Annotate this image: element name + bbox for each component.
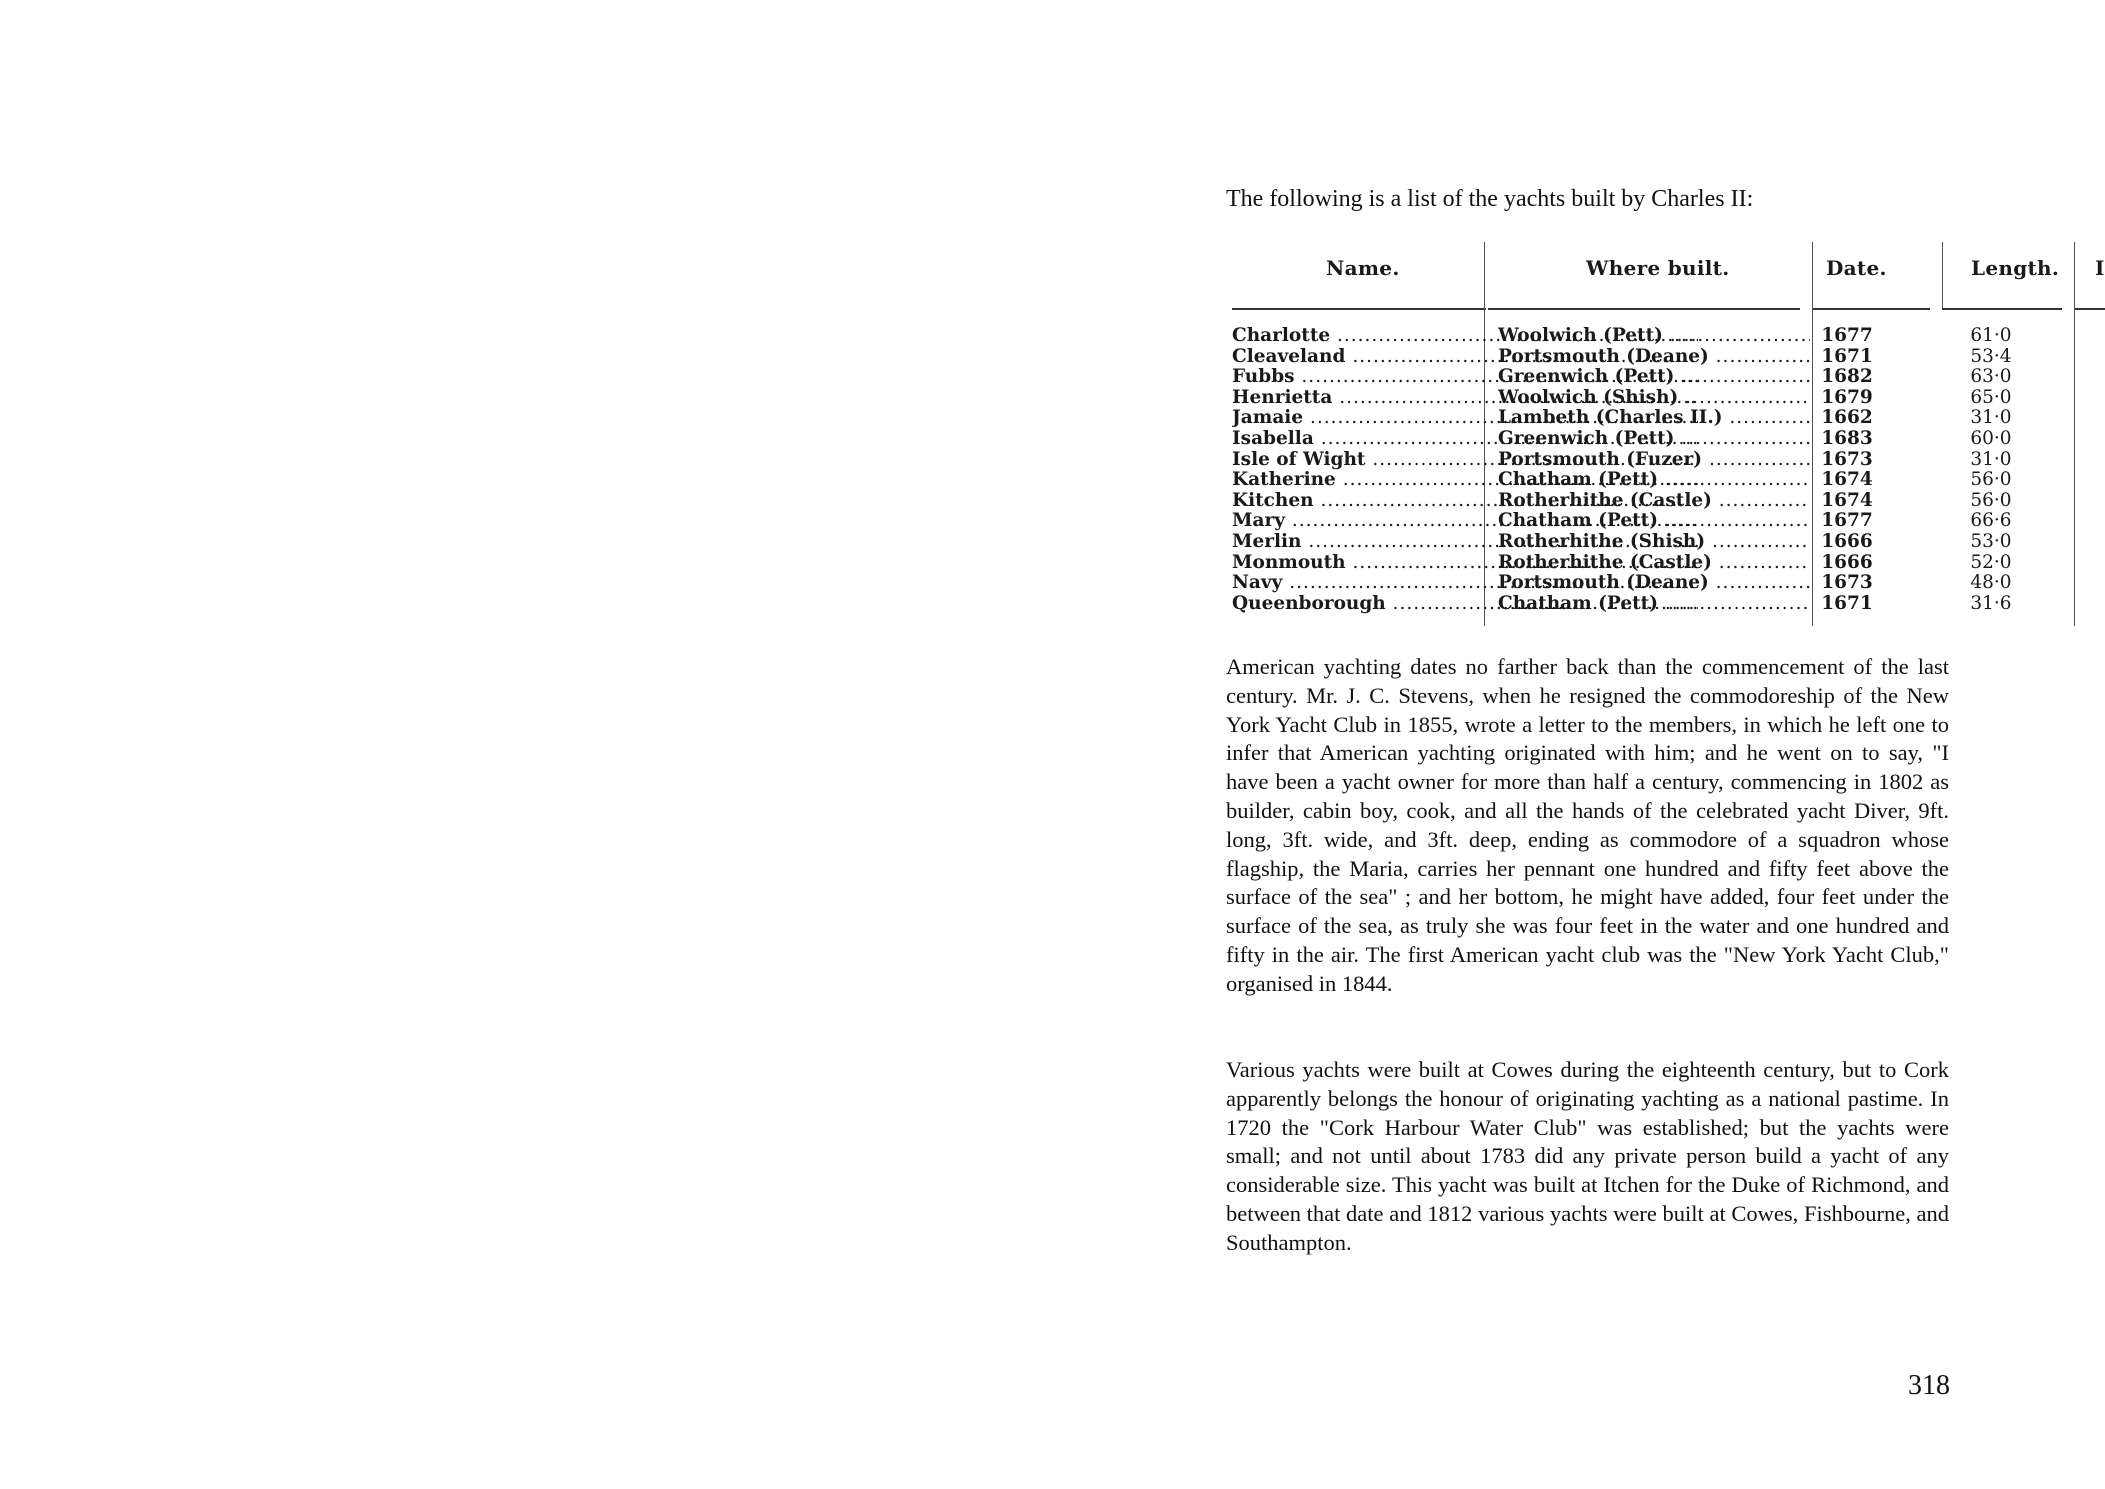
build-date-cell — [1809, 388, 1885, 409]
build-date: 1682 — [1821, 367, 1873, 388]
page-number: 318 — [1908, 1370, 1950, 1401]
where-built-cell — [1498, 450, 1810, 471]
yacht-length-cell — [1956, 553, 2026, 574]
table-row — [1226, 326, 2105, 347]
yacht-length: 63·0 — [1970, 367, 2012, 388]
build-date-cell — [1809, 470, 1885, 491]
build-date: 1671 — [1821, 346, 1873, 367]
where-built: Greenwich (Pett) ..... — [1498, 367, 1810, 387]
yacht-name: Kitchen ..... — [1232, 491, 1698, 511]
yacht-length-cell — [1956, 408, 2026, 429]
yacht-name: Katherine ..... — [1232, 470, 1698, 490]
header-where-built: Where built. — [1586, 256, 1730, 280]
yacht-length: 52·0 — [1970, 552, 2012, 573]
header-partial-column: I — [2095, 256, 2105, 280]
where-built-cell — [1498, 326, 1810, 347]
yacht-length: 60·0 — [1970, 428, 2012, 449]
yacht-name: Isle of Wight ..... — [1232, 450, 1698, 470]
header-rule-partial — [2074, 308, 2105, 310]
build-date: 1677 — [1821, 326, 1873, 346]
where-built: Rotherhithe (Castle) ..... — [1498, 491, 1810, 511]
yacht-length: 53·0 — [1970, 531, 2012, 552]
where-built: Rotherhithe (Shish) ..... — [1498, 532, 1810, 552]
build-date-cell — [1809, 347, 1885, 368]
paragraph-american-yachting: American yachting dates no farther back than the commencement of the last century. Mr. J. C. Stevens, when he resigned the commodoreship of the New York Yacht Club in 1855, wrote a letter to the members, in which he left one to infer that American yachting originated with him; and he went on to say, "I have been a yacht owner for more than half a century, commencing in 1802 as builder, cabin boy, cook, and all the hands of the celebrated yacht Diver, 9ft. long, 3ft. wide, and 3ft. deep, ending as commodore of a squadron whose flagship, the Maria, carries her pennant one hundred and fifty feet above the surface of the sea" ; and her bottom, he might have added, four feet under the surface of the sea, as truly she was four feet in the water and one hundred and fifty in the air. The first American yacht club was the "New York Yacht Club," organised in 1844. — [1226, 654, 1949, 996]
where-built-cell — [1498, 594, 1810, 615]
paragraph-cowes-cork: Various yachts were built at Cowes during the eighteenth century, but to Cork apparently belongs the honour of originating yachting as a national pastime. In 1720 the "Cork Harbour Water Club" was established; but the yachts were small; and not until about 1783 did any private person build a yacht of any considerable size. This yacht was built at Itchen for the Duke of Richmond, and between that date and 1812 various yachts were built at Cowes, Fishbourne, and Southampton. — [1226, 1057, 1949, 1255]
table-row — [1226, 408, 2105, 429]
yacht-length: 56·0 — [1970, 470, 2012, 491]
table-row — [1226, 573, 2105, 594]
where-built-cell — [1498, 367, 1810, 388]
build-date: 1674 — [1821, 490, 1873, 511]
yacht-length-cell — [1956, 511, 2026, 532]
where-built-cell — [1498, 553, 1810, 574]
header-rule-name — [1232, 308, 1486, 310]
yacht-name: Jamaie ..... — [1232, 408, 1698, 428]
header-rule-date — [1812, 308, 1930, 310]
build-date: 1666 — [1821, 531, 1873, 552]
build-date-cell — [1809, 553, 1885, 574]
yacht-length-cell — [1956, 326, 2026, 347]
build-date-cell — [1809, 511, 1885, 532]
build-date: 1671 — [1821, 593, 1873, 614]
yacht-name: Fubbs ..... — [1232, 367, 1698, 387]
table-row — [1226, 429, 2105, 450]
table-row — [1226, 594, 2105, 615]
column-divider — [1942, 242, 1943, 308]
where-built-cell — [1498, 573, 1810, 594]
yacht-name: Monmouth ..... — [1232, 553, 1698, 573]
yachts-table — [1226, 238, 2105, 628]
where-built: Chatham (Pett) ..... — [1498, 594, 1810, 614]
where-built: Portsmouth (Fuzer) ..... — [1498, 450, 1810, 470]
where-built: Greenwich (Pett) ..... — [1498, 429, 1810, 449]
header-date: Date. — [1826, 256, 1887, 280]
yacht-length: 66·6 — [1970, 511, 2012, 532]
header-name: Name. — [1326, 256, 1400, 280]
yacht-length: 31·0 — [1970, 408, 2012, 429]
where-built: Portsmouth (Deane) ..... — [1498, 347, 1810, 367]
table-row — [1226, 367, 2105, 388]
where-built: Woolwich (Shish) ..... — [1498, 388, 1810, 408]
build-date-cell — [1809, 367, 1885, 388]
yacht-length: 53·4 — [1970, 346, 2012, 367]
yacht-length: 48·0 — [1970, 573, 2012, 594]
where-built-cell — [1498, 429, 1810, 450]
yacht-length: 56·0 — [1970, 490, 2012, 511]
yacht-name: Isabella ..... — [1232, 429, 1698, 449]
build-date-cell — [1809, 326, 1885, 347]
table-intro: The following is a list of the yachts built by Charles II: — [1226, 186, 1754, 212]
table-row — [1226, 491, 2105, 512]
build-date: 1683 — [1821, 428, 1873, 449]
where-built: Chatham (Pett) ..... — [1498, 511, 1810, 531]
yacht-length: 31·0 — [1970, 449, 2012, 470]
build-date: 1679 — [1821, 387, 1873, 408]
header-rule-where — [1488, 308, 1800, 310]
yacht-length: 31·6 — [1970, 593, 2012, 614]
yacht-length-cell — [1956, 532, 2026, 553]
table-row — [1226, 511, 2105, 532]
where-built-cell — [1498, 470, 1810, 491]
build-date-cell — [1809, 573, 1885, 594]
build-date: 1674 — [1821, 470, 1873, 491]
where-built: Portsmouth (Deane) ..... — [1498, 573, 1810, 593]
build-date-cell — [1809, 491, 1885, 512]
yacht-length-cell — [1956, 573, 2026, 594]
yacht-length: 61·0 — [1970, 326, 2012, 346]
build-date: 1673 — [1821, 449, 1873, 470]
header-rule-length — [1942, 308, 2062, 310]
yacht-name: Henrietta ..... — [1232, 388, 1698, 408]
where-built-cell — [1498, 491, 1810, 512]
where-built-cell — [1498, 388, 1810, 409]
yacht-length-cell — [1956, 470, 2026, 491]
table-row — [1226, 347, 2105, 368]
yacht-length-cell — [1956, 388, 2026, 409]
table-row — [1226, 450, 2105, 471]
build-date-cell — [1809, 594, 1885, 615]
header-length: Length. — [1971, 256, 2060, 280]
build-date-cell — [1809, 532, 1885, 553]
build-date-cell — [1809, 429, 1885, 450]
yacht-name: Charlotte ..... — [1232, 326, 1698, 346]
where-built: Chatham (Pett) ..... — [1498, 470, 1810, 490]
where-built: Lambeth (Charles II.) ..... — [1498, 408, 1810, 428]
where-built-cell — [1498, 511, 1810, 532]
yacht-name: Merlin ..... — [1232, 532, 1698, 552]
yacht-name: Navy ..... — [1232, 573, 1698, 593]
where-built-cell — [1498, 532, 1810, 553]
build-date-cell — [1809, 450, 1885, 471]
build-date: 1673 — [1821, 573, 1873, 594]
where-built-cell — [1498, 408, 1810, 429]
table-row — [1226, 532, 2105, 553]
table-row — [1226, 553, 2105, 574]
build-date-cell — [1809, 408, 1885, 429]
table-row — [1226, 470, 2105, 491]
table-row — [1226, 388, 2105, 409]
table-body — [1226, 326, 2105, 614]
build-date: 1677 — [1821, 511, 1873, 532]
build-date: 1662 — [1821, 408, 1873, 429]
yacht-name: Cleaveland ..... — [1232, 347, 1698, 367]
where-built: Rotherhithe (Castle) ..... — [1498, 553, 1810, 573]
yacht-length: 65·0 — [1970, 387, 2012, 408]
yacht-length-cell — [1956, 367, 2026, 388]
yacht-length-cell — [1956, 491, 2026, 512]
where-built-cell — [1498, 347, 1810, 368]
yacht-length-cell — [1956, 594, 2026, 615]
yacht-name: Queenborough ..... — [1232, 594, 1698, 614]
yacht-length-cell — [1956, 450, 2026, 471]
where-built: Woolwich (Pett) ..... — [1498, 326, 1810, 346]
yacht-length-cell — [1956, 429, 2026, 450]
yacht-name: Mary ..... — [1232, 511, 1698, 531]
yacht-length-cell — [1956, 347, 2026, 368]
build-date: 1666 — [1821, 552, 1873, 573]
